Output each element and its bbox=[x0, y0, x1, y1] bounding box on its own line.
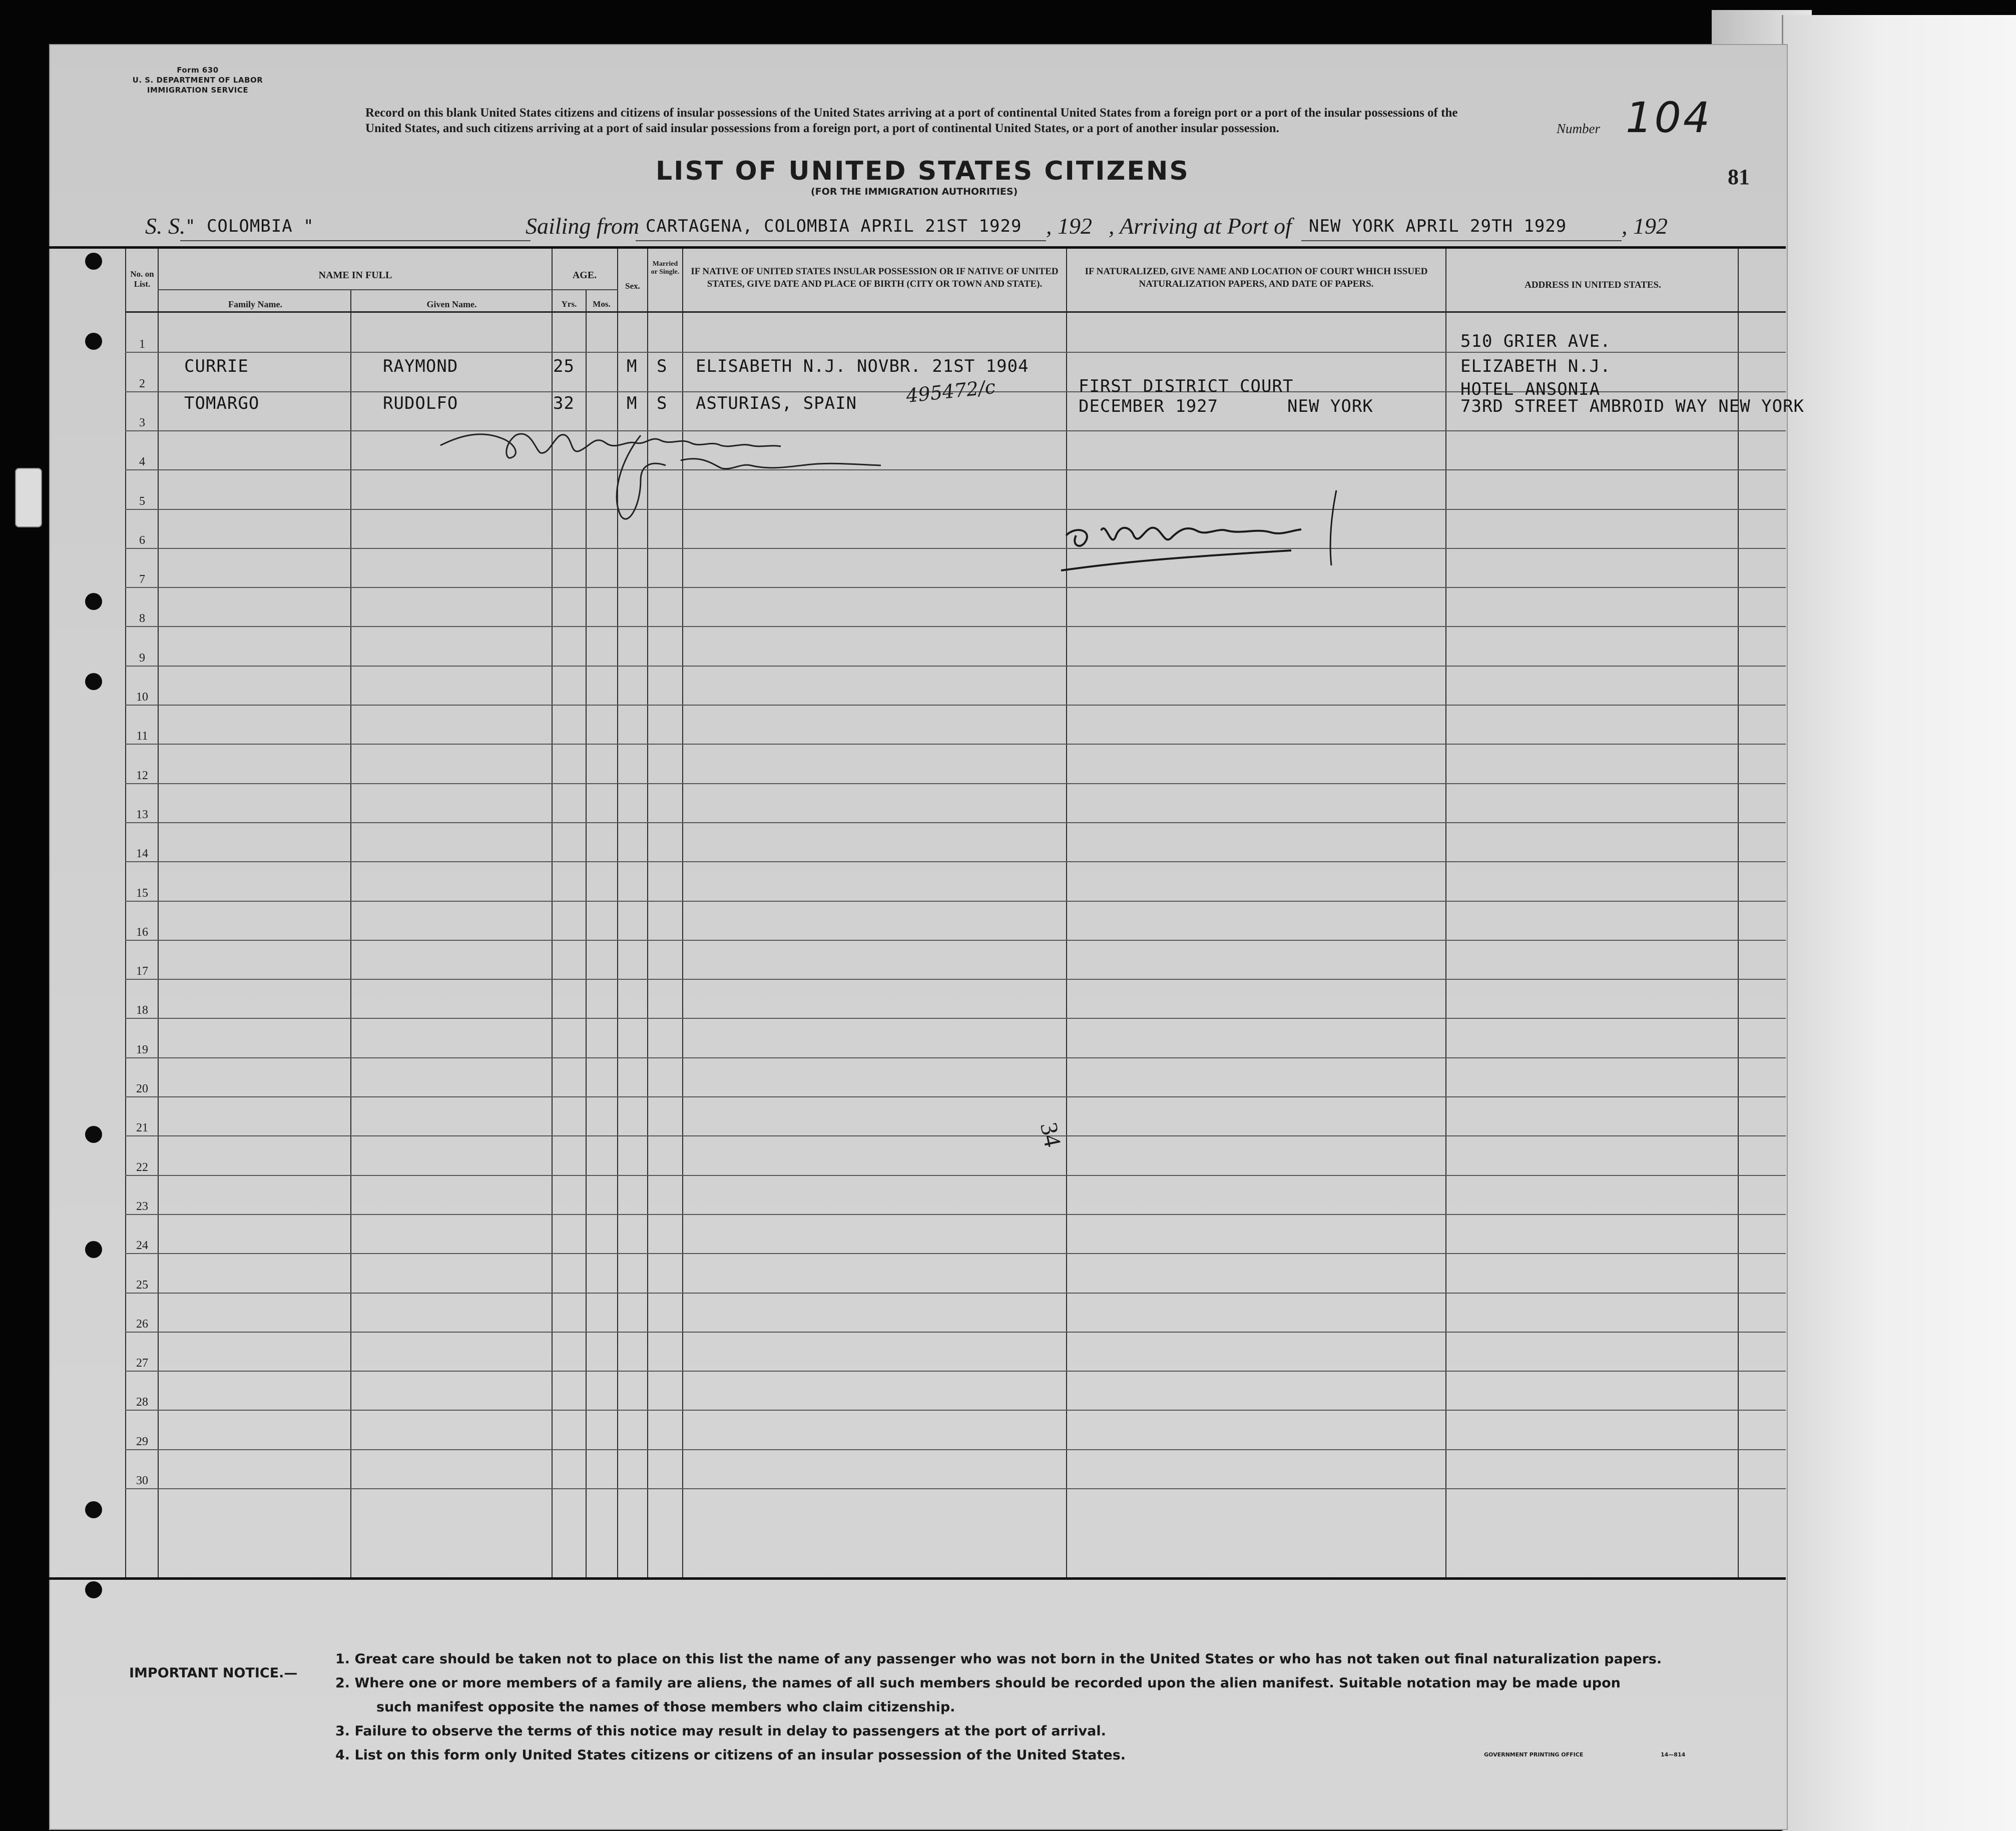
list-number: 104 bbox=[1626, 93, 1712, 142]
row-number: 25 bbox=[136, 1278, 148, 1292]
row-rule bbox=[125, 705, 1786, 706]
punch-hole bbox=[85, 673, 102, 690]
row-number: 29 bbox=[136, 1435, 148, 1448]
punch-hole bbox=[85, 253, 102, 270]
notice-item-2-cont: such manifest opposite the names of those members who claim citizenship. bbox=[376, 1699, 955, 1715]
punch-hole bbox=[85, 1126, 102, 1143]
notice-item-4: 4. List on this form only United States citizens or citizens of an insular possession of the United States. bbox=[335, 1747, 1126, 1763]
row-rule bbox=[125, 1253, 1786, 1254]
row-number: 1 bbox=[139, 338, 145, 351]
row-number: 13 bbox=[136, 808, 148, 821]
row2-age-yrs: 32 bbox=[553, 393, 575, 413]
service-name: IMMIGRATION SERVICE bbox=[147, 86, 249, 95]
col-name-in-full: NAME IN FULL bbox=[318, 270, 392, 281]
form-designation bbox=[93, 65, 303, 95]
col-no-on-list: No. on List. bbox=[130, 269, 154, 289]
punch-hole bbox=[85, 333, 102, 350]
year-suffix-2: , 192 bbox=[1622, 213, 1668, 239]
col-age-mos: Mos. bbox=[593, 299, 611, 309]
signature-inspector-1 bbox=[430, 415, 996, 535]
row1-family-name: CURRIE bbox=[184, 356, 249, 376]
punch-hole bbox=[85, 1501, 102, 1518]
row1-birth: ELISABETH N.J. NOVBR. 21ST 1904 bbox=[696, 356, 1029, 376]
row-number: 15 bbox=[136, 886, 148, 900]
col-given-name: Given Name. bbox=[426, 299, 477, 309]
row-number: 18 bbox=[136, 1004, 148, 1017]
stamp-number: 34 bbox=[1035, 1120, 1066, 1149]
row-rule bbox=[125, 1410, 1786, 1411]
col-naturalization: IF NATURALIZED, GIVE NAME AND LOCATION OF COURT WHICH ISSUED NATURALIZATION PAPERS, AND DATE OF PAPERS. bbox=[1085, 266, 1428, 289]
notice-item-1: 1. Great care should be taken not to place on this list the name of any passenger who was not born in the United States or who has not taken out final naturalization papers. bbox=[335, 1651, 1662, 1667]
row-number: 3 bbox=[139, 416, 145, 429]
row-rule bbox=[125, 626, 1786, 627]
row-number: 30 bbox=[136, 1474, 148, 1487]
punch-hole bbox=[85, 593, 102, 610]
year-suffix-1: , 192 bbox=[1046, 213, 1092, 239]
row2-address-line2: 73RD STREET AMBROID WAY NEW YORK bbox=[1460, 396, 1805, 416]
arriving-value: NEW YORK APRIL 29TH 1929 bbox=[1309, 216, 1567, 236]
row2-address-line1: HOTEL ANSONIA bbox=[1460, 379, 1601, 399]
col-age-yrs: Yrs. bbox=[561, 299, 577, 309]
punch-hole bbox=[85, 1241, 102, 1258]
row-number: 14 bbox=[136, 847, 148, 861]
handwritten-cert-number: 495472/c bbox=[905, 375, 996, 407]
row1-sex: M bbox=[627, 356, 638, 376]
row2-family-name: TOMARGO bbox=[184, 393, 260, 413]
row1-address-line2: ELIZABETH N.J. bbox=[1460, 356, 1611, 376]
row-rule bbox=[125, 979, 1786, 980]
row-rule bbox=[125, 1057, 1786, 1058]
row-number: 5 bbox=[139, 494, 145, 508]
printer-code: 14—814 bbox=[1661, 1751, 1686, 1758]
notice-item-2: 2. Where one or more members of a family are aliens, the names of all such members should be recorded upon the alien manifest. Suitable notation may be made upon bbox=[335, 1675, 1621, 1691]
row2-sex: M bbox=[627, 393, 638, 413]
row-number: 12 bbox=[136, 769, 148, 782]
row-number: 6 bbox=[139, 533, 145, 547]
row-rule bbox=[125, 666, 1786, 667]
col-age: AGE. bbox=[572, 270, 597, 281]
form-instructions: Record on this blank United States citizens and citizens of insular possessions of the United States arriving at a port of continental United States from a foreign port or a port of the insular possessions of the United States, and such citizens arriving at a port of said insular possessions from a foreign port, a port of continental United States, or a port of another insular possession. bbox=[365, 106, 1458, 135]
ss-label: S. S. bbox=[145, 213, 186, 239]
row-rule bbox=[125, 1332, 1786, 1333]
row-number: 21 bbox=[136, 1121, 148, 1135]
form-number: Form 630 bbox=[177, 66, 219, 75]
binder-tab bbox=[15, 468, 42, 527]
row-rule bbox=[125, 940, 1786, 941]
row-number: 23 bbox=[136, 1199, 148, 1213]
row-rule bbox=[125, 1135, 1786, 1136]
row-number: 19 bbox=[136, 1043, 148, 1056]
row1-marital: S bbox=[657, 356, 668, 376]
row2-given-name: RUDOLFO bbox=[383, 393, 458, 413]
row-rule bbox=[125, 783, 1786, 784]
row-number: 16 bbox=[136, 925, 148, 939]
col-family-name: Family Name. bbox=[228, 299, 282, 309]
page-subtitle: (FOR THE IMMIGRATION AUTHORITIES) bbox=[811, 186, 1018, 197]
row-rule bbox=[125, 352, 1786, 353]
row-rule bbox=[125, 744, 1786, 745]
signature-inspector-2 bbox=[1056, 480, 1346, 590]
col-sex: Sex. bbox=[625, 281, 640, 291]
col-birth-place: IF NATIVE OF UNITED STATES INSULAR POSSESSION OR IF NATIVE OF UNITED STATES, GIVE DATE AND PLACE OF BIRTH (CITY OR TOWN AND STATE). bbox=[691, 266, 1059, 289]
row-number: 11 bbox=[136, 730, 148, 743]
row2-birth: ASTURIAS, SPAIN bbox=[696, 393, 857, 413]
row-number: 28 bbox=[136, 1396, 148, 1409]
row-number: 26 bbox=[136, 1317, 148, 1331]
row-number: 2 bbox=[139, 377, 145, 390]
col-married-single: Married or Single. bbox=[651, 260, 680, 276]
row-number: 17 bbox=[136, 965, 148, 978]
row2-court-name: FIRST DISTRICT COURT bbox=[1079, 376, 1294, 396]
row-number: 9 bbox=[139, 651, 145, 665]
row2-court-date: DECEMBER 1927 bbox=[1079, 396, 1219, 416]
row-number: 4 bbox=[139, 455, 145, 469]
notice-label: IMPORTANT NOTICE.— bbox=[129, 1665, 298, 1681]
row-number: 22 bbox=[136, 1160, 148, 1174]
row-rule bbox=[125, 548, 1786, 549]
row-number: 10 bbox=[136, 691, 148, 704]
row-rule bbox=[125, 822, 1786, 823]
notice-item-3: 3. Failure to observe the terms of this notice may result in delay to passengers at the port of arrival. bbox=[335, 1723, 1106, 1739]
table-bottom-rule bbox=[49, 1577, 1786, 1580]
row-rule bbox=[125, 1293, 1786, 1294]
row-rule bbox=[125, 1449, 1786, 1450]
row2-court-city: NEW YORK bbox=[1287, 396, 1373, 416]
number-label: Number bbox=[1557, 121, 1600, 136]
row-number: 20 bbox=[136, 1082, 148, 1095]
row2-marital: S bbox=[657, 393, 668, 413]
row1-address-line1: 510 GRIER AVE. bbox=[1460, 331, 1611, 351]
row1-given-name: RAYMOND bbox=[383, 356, 458, 376]
page-title: LIST OF UNITED STATES CITIZENS bbox=[656, 156, 1190, 186]
row-rule bbox=[125, 1096, 1786, 1097]
ship-name: " COLOMBIA " bbox=[185, 216, 314, 236]
sailing-value: CARTAGENA, COLOMBIA APRIL 21ST 1929 bbox=[646, 216, 1022, 236]
row-number: 8 bbox=[139, 612, 145, 626]
department-name: U. S. DEPARTMENT OF LABOR bbox=[132, 76, 263, 85]
sailing-label: Sailing from bbox=[526, 213, 640, 239]
arriving-label: , Arriving at Port of bbox=[1109, 213, 1292, 239]
row-rule bbox=[125, 861, 1786, 862]
row-rule bbox=[125, 587, 1786, 588]
printer-credit: GOVERNMENT PRINTING OFFICE bbox=[1484, 1751, 1584, 1758]
row-number: 27 bbox=[136, 1357, 148, 1370]
row-rule bbox=[125, 901, 1786, 902]
table-top-rule bbox=[49, 246, 1786, 249]
row-rule bbox=[125, 1214, 1786, 1215]
row-rule bbox=[125, 1488, 1786, 1489]
row1-age-yrs: 25 bbox=[553, 356, 575, 376]
row-number: 24 bbox=[136, 1239, 148, 1253]
punch-hole bbox=[85, 1581, 102, 1598]
row-rule bbox=[125, 1018, 1786, 1019]
row-number: 7 bbox=[139, 573, 145, 586]
row-rule bbox=[125, 1371, 1786, 1372]
underlying-page bbox=[1782, 15, 2016, 1831]
page-number: 81 bbox=[1728, 165, 1750, 189]
col-address: ADDRESS IN UNITED STATES. bbox=[1525, 280, 1661, 290]
row-rule bbox=[125, 1175, 1786, 1176]
